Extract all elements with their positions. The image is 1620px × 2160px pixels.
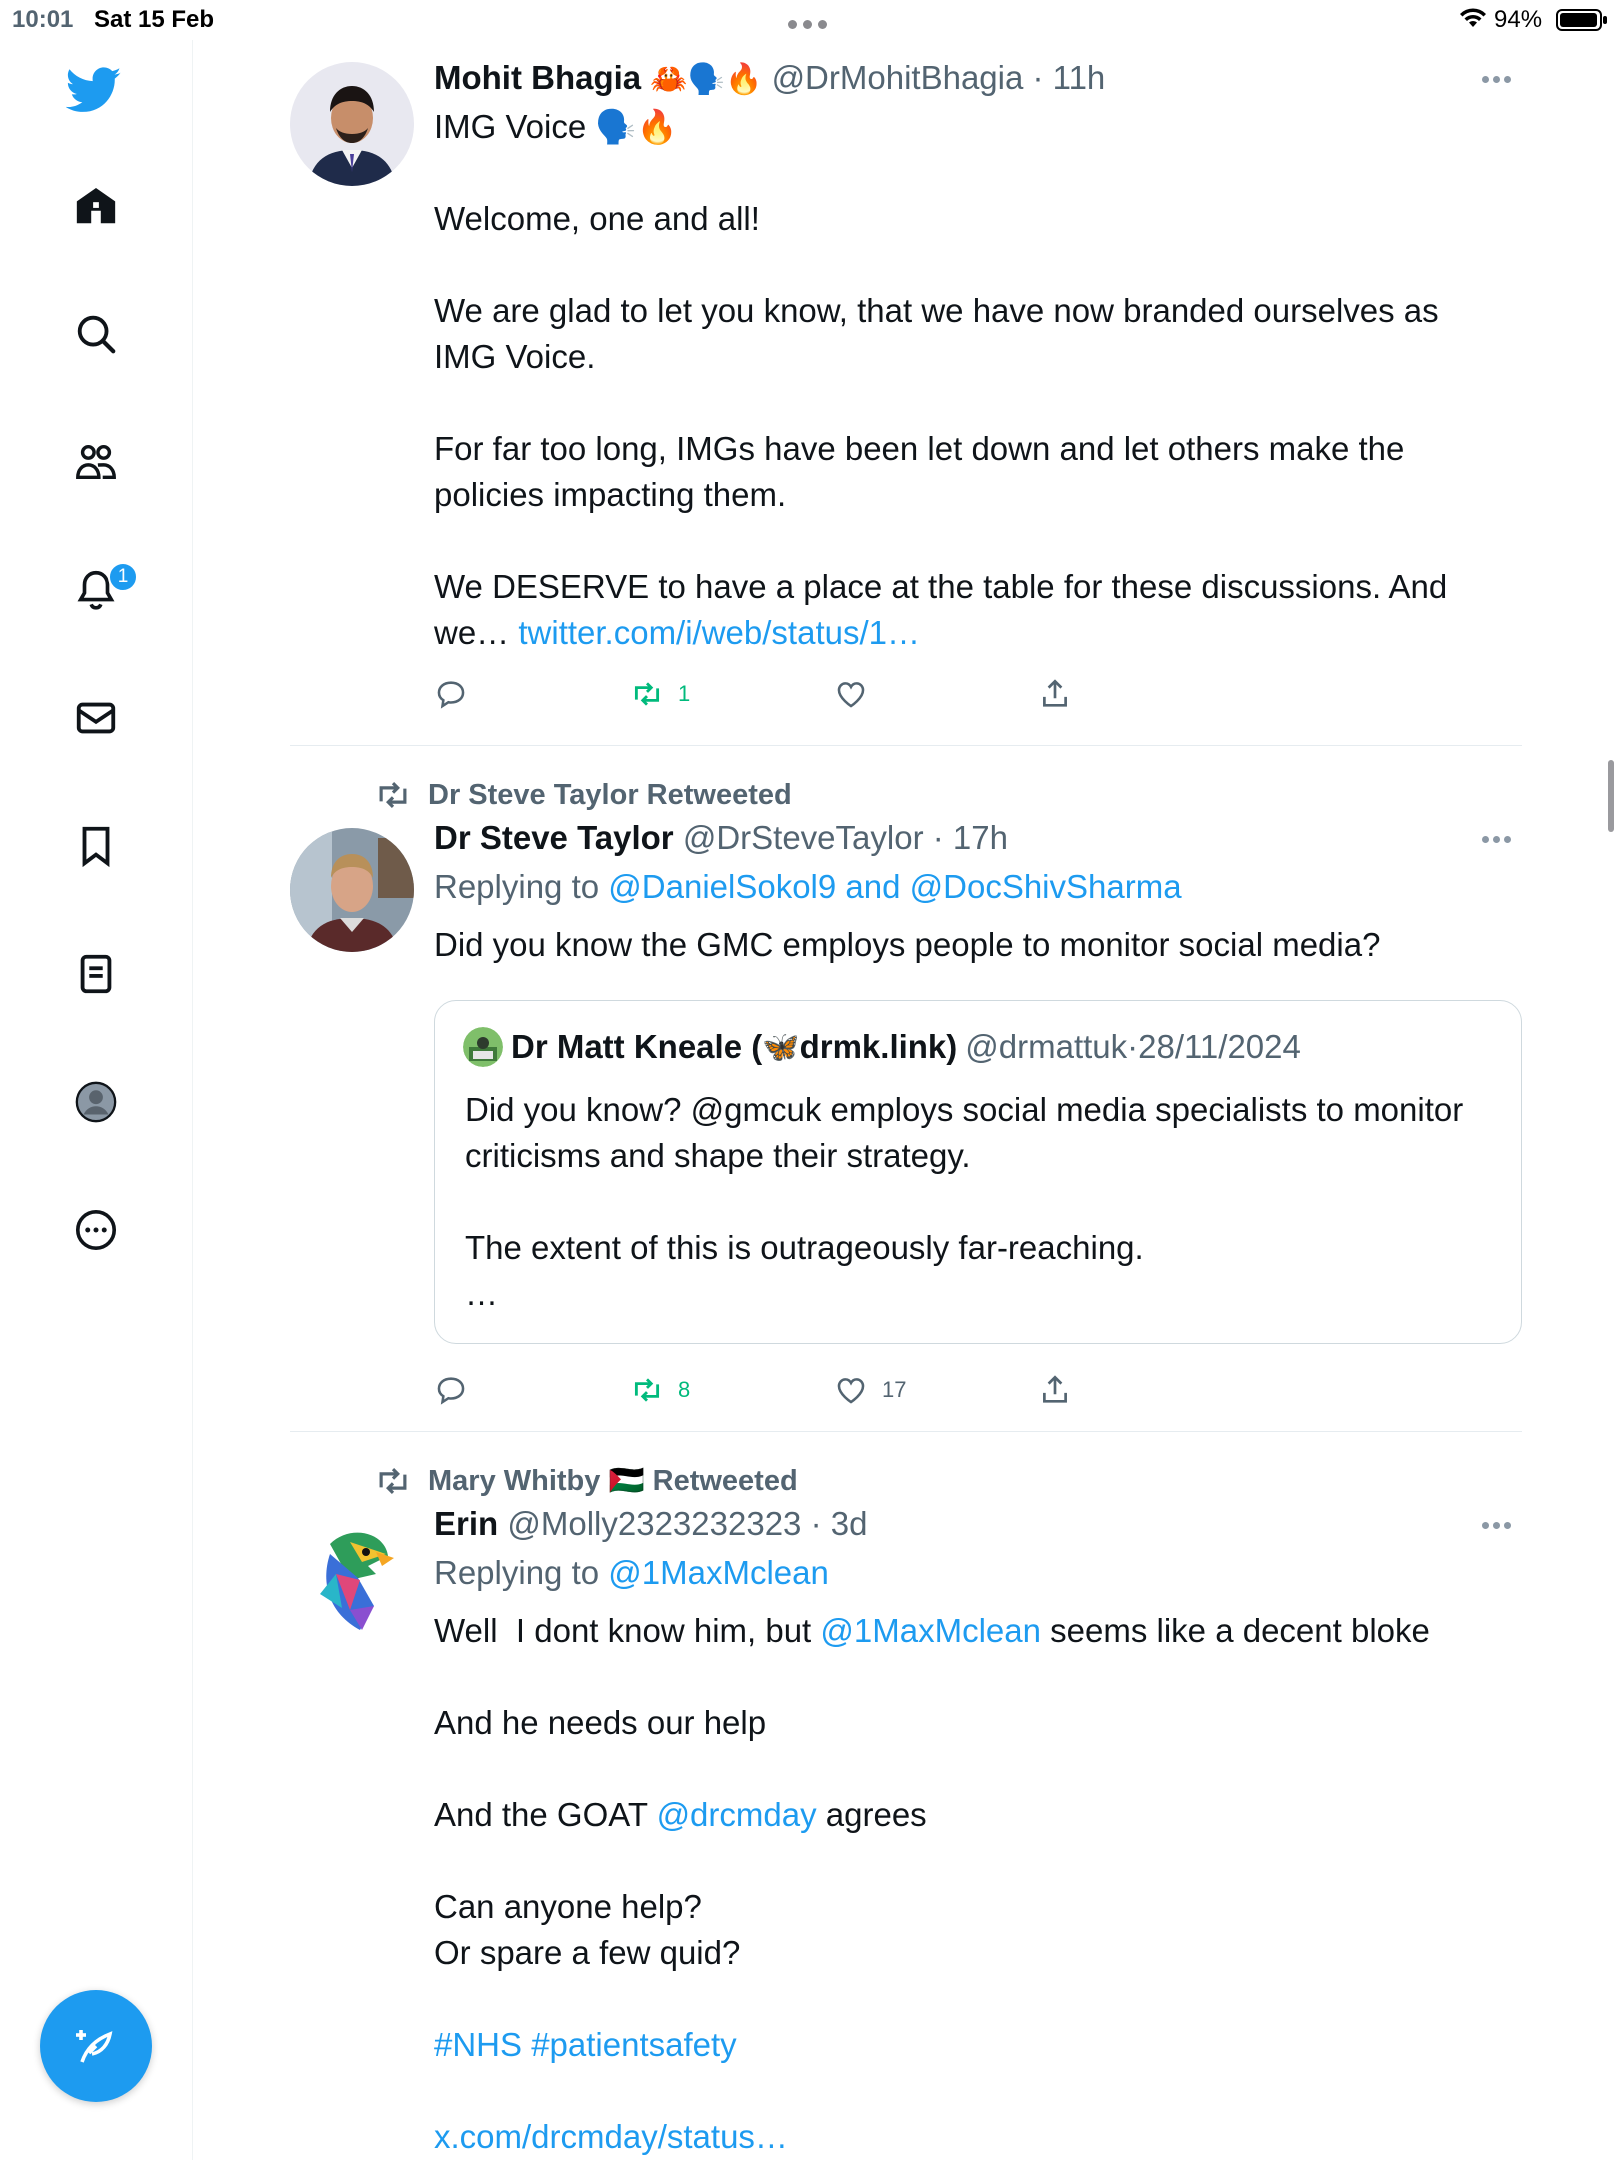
wifi-icon	[1458, 6, 1488, 30]
retweet-count: 8	[678, 1377, 691, 1402]
author-handle[interactable]: @Molly2323232323	[507, 1505, 802, 1542]
quote-author-handle: @drmattuk	[965, 1028, 1128, 1065]
tweet-line: policies impacting them.	[434, 476, 787, 513]
author-name[interactable]: Dr Steve Taylor	[434, 819, 674, 856]
tweet-line: We are glad to let you know, that we have now branded ourselves as	[434, 292, 1439, 329]
reply-to-mentions[interactable]: @DanielSokol9 and @DocShivSharma	[608, 868, 1182, 905]
avatar[interactable]	[290, 62, 414, 186]
like-button[interactable]	[834, 674, 868, 714]
retweet-button[interactable]	[630, 674, 690, 714]
heart-icon	[834, 1373, 868, 1407]
timeline	[290, 40, 1522, 2160]
retweet-icon	[374, 776, 412, 814]
retweeted-by-text[interactable]: Dr Steve Taylor Retweeted	[428, 778, 792, 811]
tweet-text: Did you know the GMC employs people to monitor social media?	[434, 926, 1381, 963]
status-time: 10:01	[12, 6, 74, 33]
messages-envelope-icon[interactable]	[66, 688, 126, 748]
multitasking-dots[interactable]	[788, 8, 834, 28]
quote-text: Did you know? @gmcuk employs social media specialists to monitor criticisms and shape their strategy. The extent of this is outrageously far-reaching. …	[465, 1091, 1464, 1312]
status-bar	[0, 0, 1620, 40]
tweet-header: Erin @Molly2323232323 · 3d	[434, 1505, 868, 1542]
share-icon	[1038, 677, 1072, 711]
quoted-tweet[interactable]	[434, 1000, 1522, 1344]
quote-author-name: Dr Matt Kneale (	[511, 1028, 763, 1065]
search-icon[interactable]	[66, 304, 126, 364]
retweet-icon	[374, 1462, 412, 1500]
tweet-time[interactable]: 17h	[952, 819, 1008, 856]
tweet-line: For far too long, IMGs have been let down and let others make the	[434, 430, 1405, 467]
share-button[interactable]	[1038, 1370, 1072, 1410]
share-button[interactable]	[1038, 674, 1072, 714]
retweeted-by-name[interactable]: Mary Whitby	[428, 1464, 601, 1497]
home-icon[interactable]	[66, 176, 126, 236]
notifications-bell-icon[interactable]	[66, 560, 129, 620]
retweeted-by-label	[374, 776, 792, 814]
retweeted-by-label: Mary Whitby 🇵🇸 Retweeted	[374, 1462, 798, 1500]
quote-header: Dr Matt Kneale ( 🦋 drmk.link) @drmattuk · 28/11/2024	[463, 1027, 1301, 1067]
tweet-header: Mohit Bhagia 🦀🗣️🔥 @DrMohitBhagia · 11h	[434, 59, 1106, 96]
retweet-icon	[630, 677, 664, 711]
author-handle[interactable]: @DrSteveTaylor	[682, 819, 924, 856]
tweet-content	[434, 58, 1522, 656]
tweet-header: Dr Steve Taylor @DrSteveTaylor · 17h	[434, 819, 1008, 856]
author-handle[interactable]: @DrMohitBhagia	[771, 59, 1024, 96]
tweet-link[interactable]: twitter.com/i/web/status/1…	[518, 614, 920, 651]
tweet-line: IMG Voice 🗣️🔥	[434, 108, 678, 145]
tweet-text: Well I dont know him, but @1MaxMclean seems like a decent bloke And he needs our help And the GOAT @drcmday agrees Can anyone help? Or spare a few quid? #NHS #patientsafety x.com/drcmday/status…	[434, 1608, 1522, 2160]
tweet-line: we…	[434, 614, 510, 651]
author-name[interactable]: Mohit Bhagia	[434, 59, 642, 96]
like-count: 17	[882, 1377, 907, 1402]
retweet-icon	[630, 1373, 664, 1407]
reply-to-mention[interactable]: @1MaxMclean	[608, 1554, 829, 1591]
mention-link[interactable]: @drcmday	[656, 1796, 817, 1833]
sidebar	[0, 40, 193, 2160]
tweet-line: IMG Voice.	[434, 338, 596, 375]
author-name-emojis: 🦀🗣️🔥	[650, 63, 763, 96]
tweet-actions	[434, 674, 1134, 714]
tweet-item[interactable]	[290, 40, 1522, 746]
share-icon	[1038, 1373, 1072, 1407]
tweet-actions	[434, 1370, 1134, 1410]
twitter-logo-icon[interactable]	[64, 60, 124, 120]
replying-to: Replying to @1MaxMclean	[434, 1554, 829, 1591]
reply-button[interactable]	[434, 674, 468, 714]
tweet-more-options[interactable]	[1482, 830, 1522, 850]
mention-link[interactable]: @1MaxMclean	[820, 1612, 1041, 1649]
profile-avatar-icon[interactable]	[66, 1072, 126, 1132]
heart-icon	[834, 677, 868, 711]
more-options-icon[interactable]	[66, 1200, 126, 1260]
tweet-item[interactable]	[290, 1432, 1522, 2160]
quote-date: 28/11/2024	[1138, 1028, 1301, 1065]
avatar[interactable]	[290, 1514, 414, 1638]
tweet-more-options[interactable]	[1482, 70, 1522, 90]
tweet-text	[434, 104, 1522, 656]
tweet-time[interactable]: 11h	[1052, 59, 1106, 96]
scrollbar[interactable]	[1608, 760, 1614, 832]
battery-icon	[1556, 8, 1608, 32]
tweet-content	[434, 818, 1522, 968]
tweet-line: We DESERVE to have a place at the table for these discussions. And	[434, 568, 1448, 605]
like-button[interactable]	[834, 1370, 906, 1410]
reply-icon	[434, 1373, 468, 1407]
retweet-count: 1	[678, 681, 691, 706]
status-date: Sat 15 Feb	[94, 6, 215, 33]
tweet-content	[434, 1504, 1522, 2160]
compose-quill-icon	[72, 2022, 120, 2070]
communities-icon[interactable]	[66, 432, 126, 492]
tweet-more-options[interactable]	[1482, 1516, 1522, 1536]
compose-tweet-button[interactable]	[40, 1990, 152, 2102]
tweet-link[interactable]: x.com/drcmday/status…	[434, 2118, 788, 2155]
battery-percent: 94%	[1494, 6, 1543, 33]
lists-icon[interactable]	[66, 944, 126, 1004]
author-name[interactable]: Erin	[434, 1505, 499, 1542]
tweet-item[interactable]	[290, 746, 1522, 1432]
reply-button[interactable]	[434, 1370, 468, 1410]
tweet-line: Welcome, one and all!	[434, 200, 760, 237]
reply-icon	[434, 677, 468, 711]
hashtag-links[interactable]: #NHS #patientsafety	[434, 2026, 737, 2063]
replying-to: Replying to @DanielSokol9 and @DocShivSharma	[434, 868, 1182, 905]
tweet-time[interactable]: 3d	[830, 1505, 868, 1542]
avatar[interactable]	[290, 828, 414, 952]
quote-avatar	[463, 1027, 503, 1067]
notification-badge: 1	[108, 562, 138, 592]
butterfly-icon: 🦋	[762, 1030, 800, 1064]
bookmark-icon[interactable]	[66, 816, 126, 876]
retweet-button[interactable]	[630, 1370, 690, 1410]
flag-emoji: 🇵🇸	[608, 1465, 645, 1497]
